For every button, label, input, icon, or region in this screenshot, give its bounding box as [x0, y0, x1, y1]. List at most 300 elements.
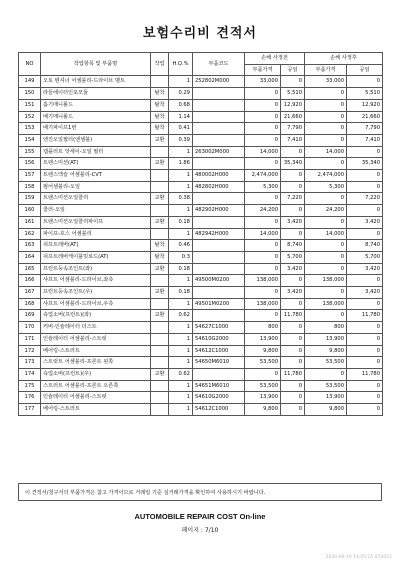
- row-no: 166: [19, 275, 41, 287]
- row-item: 스트럿트 어셈블리-프론트 왼쪽: [41, 357, 151, 369]
- row-before-part-price: 0: [245, 158, 281, 170]
- row-after-labor: 5,700: [347, 251, 383, 263]
- row-after-labor: 0: [347, 228, 383, 240]
- row-hq: 1: [169, 404, 193, 416]
- row-code: [193, 123, 245, 135]
- row-code: [193, 216, 245, 228]
- row-after-part-price: 0: [305, 310, 347, 322]
- row-item: 캡플러트 앗세이-오일 필터: [41, 146, 151, 158]
- footer-brand: AUTOMOBILE REPAIR COST On-line: [134, 512, 266, 521]
- row-no: 175: [19, 380, 41, 392]
- row-work: [151, 345, 169, 357]
- row-no: 150: [19, 88, 41, 100]
- row-after-part-price: 0: [305, 251, 347, 263]
- row-item: 흡기매니폴드: [41, 99, 151, 111]
- row-after-part-price: 0: [305, 99, 347, 111]
- row-after-labor: 7,220: [347, 193, 383, 205]
- row-no: 155: [19, 146, 41, 158]
- row-work: [151, 404, 169, 416]
- table-row: [19, 193, 383, 205]
- row-after-part-price: 13,900: [305, 392, 347, 404]
- row-no: 164: [19, 251, 41, 263]
- row-item: 오토 텐셔너 어셈블리-드라이브 벨트: [41, 76, 151, 88]
- row-no: 154: [19, 134, 41, 146]
- row-no: 176: [19, 392, 41, 404]
- row-after-part-price: 0: [305, 263, 347, 275]
- row-work: 교환: [151, 134, 169, 146]
- header-before-labor: 공임: [281, 64, 305, 76]
- row-code: 49500M0200: [193, 275, 245, 287]
- row-before-labor: 0: [281, 298, 305, 310]
- row-before-labor: 11,780: [281, 310, 305, 322]
- row-after-part-price: 0: [305, 111, 347, 123]
- row-work: 탈착: [151, 123, 169, 135]
- row-after-part-price: 13,900: [305, 333, 347, 345]
- row-code: [193, 287, 245, 299]
- row-before-labor: 0: [281, 333, 305, 345]
- table-row: [19, 181, 383, 193]
- table-row: [19, 99, 383, 111]
- row-before-labor: 0: [281, 205, 305, 217]
- row-after-part-price: 0: [305, 216, 347, 228]
- row-before-labor: 0: [281, 345, 305, 357]
- header-before: 손해 사정전: [245, 53, 305, 65]
- row-no: 168: [19, 298, 41, 310]
- row-code: 252802M000: [193, 76, 245, 88]
- row-after-labor: 0: [347, 181, 383, 193]
- row-before-labor: 0: [281, 322, 305, 334]
- row-no: 171: [19, 333, 41, 345]
- row-item: 인슐레이터 어셈블리-스트럿: [41, 392, 151, 404]
- row-code: 54612C1000: [193, 404, 245, 416]
- row-before-part-price: 0: [245, 263, 281, 275]
- row-after-labor: 0: [347, 333, 383, 345]
- row-after-part-price: 14,000: [305, 228, 347, 240]
- row-before-part-price: 0: [245, 240, 281, 252]
- table-row: [19, 392, 383, 404]
- row-after-labor: 0: [347, 146, 383, 158]
- row-work: [151, 322, 169, 334]
- row-after-labor: 0: [347, 322, 383, 334]
- row-hq: 1: [169, 76, 193, 88]
- row-hq: 0.29: [169, 88, 193, 100]
- row-no: 149: [19, 76, 41, 88]
- row-after-labor: 0: [347, 205, 383, 217]
- table-row: [19, 333, 383, 345]
- row-work: 교환: [151, 158, 169, 170]
- row-before-labor: 3,420: [281, 263, 305, 275]
- row-code: [193, 193, 245, 205]
- row-hq: 1: [169, 392, 193, 404]
- row-no: 163: [19, 240, 41, 252]
- row-before-labor: 0: [281, 76, 305, 88]
- row-no: 156: [19, 158, 41, 170]
- row-code: [193, 240, 245, 252]
- row-after-part-price: 0: [305, 134, 347, 146]
- print-timestamp: 2020-06-19 14:05:25 870021: [325, 555, 392, 560]
- row-code: [193, 158, 245, 170]
- row-hq: 0.41: [169, 123, 193, 135]
- row-item: 펌어셈블리-오일: [41, 181, 151, 193]
- row-before-part-price: 0: [245, 310, 281, 322]
- row-after-labor: 8,740: [347, 240, 383, 252]
- row-before-labor: 0: [281, 380, 305, 392]
- row-code: [193, 134, 245, 146]
- row-after-part-price: 14,000: [305, 146, 347, 158]
- row-before-part-price: 0: [245, 99, 281, 111]
- row-hq: 1: [169, 380, 193, 392]
- row-work: [151, 228, 169, 240]
- row-after-labor: 0: [347, 357, 383, 369]
- row-after-labor: 0: [347, 76, 383, 88]
- table-row: [19, 134, 383, 146]
- table-row: [19, 158, 383, 170]
- row-item: 커버-인슐레이터 더스트: [41, 322, 151, 334]
- row-hq: 0.18: [169, 216, 193, 228]
- row-before-part-price: 14,000: [245, 146, 281, 158]
- row-no: 158: [19, 181, 41, 193]
- price-notice: 이 견적서/청구서의 부품가격은 참고 가격이므로 거래일 기준 실거래가격을 확인하여 사용하시기 바랍니다.: [18, 483, 382, 501]
- row-after-labor: 0: [347, 392, 383, 404]
- header-after: 손해 사정후: [305, 53, 383, 65]
- row-before-labor: 11,780: [281, 368, 305, 380]
- row-hq: 0.68: [169, 99, 193, 111]
- row-hq: 1.86: [169, 158, 193, 170]
- table-row: [19, 263, 383, 275]
- row-work: [151, 380, 169, 392]
- row-item: 쉬프트레버케이블밋로드(AT): [41, 251, 151, 263]
- row-hq: 1: [169, 345, 193, 357]
- row-work: [151, 181, 169, 193]
- row-item: 트랜스미션오일쿨러파이프: [41, 216, 151, 228]
- row-work: 탈착: [151, 240, 169, 252]
- row-hq: 1: [169, 205, 193, 217]
- row-before-labor: 8,740: [281, 240, 305, 252]
- row-before-labor: 3,420: [281, 287, 305, 299]
- table-row: [19, 216, 383, 228]
- row-after-labor: 3,420: [347, 263, 383, 275]
- row-item: 트랜스미션오일쿨러: [41, 193, 151, 205]
- row-before-part-price: 5,300: [245, 181, 281, 193]
- row-code: [193, 310, 245, 322]
- row-after-part-price: 0: [305, 240, 347, 252]
- row-item: 엔진오일필터(엔셈블): [41, 134, 151, 146]
- row-after-part-price: 53,500: [305, 380, 347, 392]
- table-row: [19, 287, 383, 299]
- row-no: 162: [19, 228, 41, 240]
- table-row: [19, 275, 383, 287]
- row-before-part-price: 0: [245, 193, 281, 205]
- row-before-part-price: 0: [245, 134, 281, 146]
- row-item: 쇽업소버(프런트)(우): [41, 368, 151, 380]
- row-after-part-price: 53,500: [305, 357, 347, 369]
- row-before-part-price: 53,500: [245, 357, 281, 369]
- row-after-part-price: 138,000: [305, 298, 347, 310]
- header-no: NO: [19, 53, 41, 76]
- row-hq: 0.18: [169, 287, 193, 299]
- row-item: 배기파이프1번: [41, 123, 151, 135]
- row-hq: 0.46: [169, 240, 193, 252]
- row-hq: 1: [169, 333, 193, 345]
- table-row: [19, 76, 383, 88]
- row-before-labor: 0: [281, 170, 305, 182]
- row-after-labor: 12,920: [347, 99, 383, 111]
- row-after-part-price: 9,800: [305, 404, 347, 416]
- row-hq: 0.62: [169, 368, 193, 380]
- row-after-part-price: 24,200: [305, 205, 347, 217]
- row-hq: 1: [169, 146, 193, 158]
- row-item: 쇽업소버(프런트)(좌): [41, 310, 151, 322]
- row-code: 482942H000: [193, 228, 245, 240]
- row-code: 54612C1000: [193, 345, 245, 357]
- table-row: [19, 380, 383, 392]
- row-work: 교환: [151, 368, 169, 380]
- row-hq: 0.39: [169, 134, 193, 146]
- row-after-part-price: 800: [305, 322, 347, 334]
- row-no: 157: [19, 170, 41, 182]
- row-work: [151, 392, 169, 404]
- header-before-part-price: 부품가격: [245, 64, 281, 76]
- row-no: 165: [19, 263, 41, 275]
- row-after-labor: 35,340: [347, 158, 383, 170]
- row-item: 샤프트 어셈블리-드라이브,좌측: [41, 275, 151, 287]
- row-code: 54650M6010: [193, 357, 245, 369]
- row-after-labor: 11,780: [347, 310, 383, 322]
- row-no: 169: [19, 310, 41, 322]
- row-before-part-price: 24,200: [245, 205, 281, 217]
- row-work: 교환: [151, 287, 169, 299]
- row-no: 159: [19, 193, 41, 205]
- row-after-part-price: 0: [305, 88, 347, 100]
- row-no: 153: [19, 123, 41, 135]
- row-before-labor: 0: [281, 275, 305, 287]
- row-before-part-price: 138,000: [245, 275, 281, 287]
- row-before-part-price: 0: [245, 88, 281, 100]
- table-row: [19, 322, 383, 334]
- row-before-part-price: 53,500: [245, 380, 281, 392]
- table-row: [19, 146, 383, 158]
- row-after-labor: 5,510: [347, 88, 383, 100]
- row-item: 라들에이터인포모듈: [41, 88, 151, 100]
- row-before-part-price: 13,900: [245, 333, 281, 345]
- row-work: [151, 76, 169, 88]
- row-after-part-price: 0: [305, 368, 347, 380]
- row-item: 프런트등속조인트(좌): [41, 263, 151, 275]
- row-no: 152: [19, 111, 41, 123]
- row-code: 480002H000: [193, 170, 245, 182]
- row-no: 173: [19, 357, 41, 369]
- row-before-labor: 0: [281, 357, 305, 369]
- row-before-part-price: 800: [245, 322, 281, 334]
- table-row: [19, 123, 383, 135]
- row-after-labor: 7,410: [347, 134, 383, 146]
- table-row: [19, 404, 383, 416]
- row-code: [193, 368, 245, 380]
- row-after-part-price: 5,300: [305, 181, 347, 193]
- row-before-part-price: 0: [245, 251, 281, 263]
- row-code: 54651M6010: [193, 380, 245, 392]
- row-before-labor: 7,410: [281, 134, 305, 146]
- row-before-part-price: 138,000: [245, 298, 281, 310]
- row-no: 161: [19, 216, 41, 228]
- row-item: 인슐레이터 어셈블리-스트럿: [41, 333, 151, 345]
- header-hq: H.Q.%: [169, 53, 193, 76]
- row-work: 교환: [151, 263, 169, 275]
- row-item: 베어링-스트러트: [41, 404, 151, 416]
- row-before-part-price: 13,900: [245, 392, 281, 404]
- row-after-labor: 0: [347, 380, 383, 392]
- row-after-labor: 0: [347, 298, 383, 310]
- row-item: 쿨러-오일: [41, 205, 151, 217]
- row-work: [151, 170, 169, 182]
- row-before-labor: 5,700: [281, 251, 305, 263]
- row-before-part-price: 0: [245, 368, 281, 380]
- row-before-part-price: 33,000: [245, 76, 281, 88]
- row-code: 49501M0200: [193, 298, 245, 310]
- table-row: [19, 88, 383, 100]
- row-code: 482902H000: [193, 205, 245, 217]
- row-before-labor: 7,790: [281, 123, 305, 135]
- row-code: [193, 88, 245, 100]
- page-number: 페이지 : 7/10: [181, 527, 219, 534]
- table-row: [19, 357, 383, 369]
- row-after-part-price: 138,000: [305, 275, 347, 287]
- row-code: 54610G2000: [193, 392, 245, 404]
- table-row: [19, 298, 383, 310]
- row-before-part-price: 9,800: [245, 345, 281, 357]
- row-before-labor: 3,420: [281, 216, 305, 228]
- row-work: [151, 333, 169, 345]
- row-code: 54610G2000: [193, 333, 245, 345]
- table-row: [19, 205, 383, 217]
- estimate-rows: [19, 76, 383, 415]
- row-work: [151, 205, 169, 217]
- row-before-labor: 35,340: [281, 158, 305, 170]
- row-after-part-price: 0: [305, 287, 347, 299]
- row-hq: 0.18: [169, 263, 193, 275]
- row-code: 54627C1000: [193, 322, 245, 334]
- row-before-labor: 0: [281, 181, 305, 193]
- row-item: 트랜스액슬 어셈블리-CVT: [41, 170, 151, 182]
- row-hq: 1: [169, 275, 193, 287]
- row-no: 177: [19, 404, 41, 416]
- row-before-part-price: 9,800: [245, 404, 281, 416]
- row-item: 샤프트 어셈블리-드라이브,우측: [41, 298, 151, 310]
- row-before-part-price: 0: [245, 216, 281, 228]
- row-before-labor: 0: [281, 146, 305, 158]
- row-before-labor: 0: [281, 228, 305, 240]
- row-before-labor: 7,220: [281, 193, 305, 205]
- row-item: 프런트등속조인트(우): [41, 287, 151, 299]
- row-after-labor: 3,420: [347, 287, 383, 299]
- table-row: [19, 240, 383, 252]
- row-code: [193, 99, 245, 111]
- row-hq: 1: [169, 228, 193, 240]
- row-work: 탈착: [151, 88, 169, 100]
- header-after-part-price: 부품가격: [305, 64, 347, 76]
- row-work: 탈착: [151, 111, 169, 123]
- table-row: [19, 310, 383, 322]
- row-work: 탈착: [151, 99, 169, 111]
- row-before-part-price: 14,000: [245, 228, 281, 240]
- row-after-part-price: 0: [305, 158, 347, 170]
- row-code: [193, 251, 245, 263]
- header-code: 부품코드: [193, 53, 245, 76]
- row-item: 파이프-호스 어셈블리: [41, 228, 151, 240]
- table-row: [19, 368, 383, 380]
- row-code: 263002M000: [193, 146, 245, 158]
- row-after-part-price: 33,000: [305, 76, 347, 88]
- table-row: [19, 251, 383, 263]
- row-before-part-price: 0: [245, 111, 281, 123]
- row-no: 160: [19, 205, 41, 217]
- header-after-labor: 공임: [347, 64, 383, 76]
- row-before-part-price: 2,474,000: [245, 170, 281, 182]
- row-before-labor: 0: [281, 404, 305, 416]
- row-work: 탈착: [151, 251, 169, 263]
- table-row: [19, 111, 383, 123]
- row-no: 172: [19, 345, 41, 357]
- row-work: 교환: [151, 193, 169, 205]
- row-after-labor: 0: [347, 275, 383, 287]
- row-no: 167: [19, 287, 41, 299]
- row-no: 174: [19, 368, 41, 380]
- header-work: 작업: [151, 53, 169, 76]
- row-work: 교환: [151, 310, 169, 322]
- row-no: 151: [19, 99, 41, 111]
- row-hq: 1: [169, 298, 193, 310]
- row-item: 트랜스미션(AT): [41, 158, 151, 170]
- row-before-labor: 12,920: [281, 99, 305, 111]
- row-work: [151, 275, 169, 287]
- row-before-labor: 5,510: [281, 88, 305, 100]
- row-item: 스트러트 어셈블리-프론트 오른쪽: [41, 380, 151, 392]
- row-code: [193, 263, 245, 275]
- row-after-labor: 11,780: [347, 368, 383, 380]
- row-hq: 1: [169, 170, 193, 182]
- row-code: [193, 111, 245, 123]
- row-after-part-price: 0: [305, 193, 347, 205]
- row-hq: 1: [169, 322, 193, 334]
- row-no: 170: [19, 322, 41, 334]
- row-item: 배기매니폴드: [41, 111, 151, 123]
- row-after-labor: 0: [347, 404, 383, 416]
- row-item: 베어링-스트러트: [41, 345, 151, 357]
- row-after-labor: 7,790: [347, 123, 383, 135]
- row-hq: 1.14: [169, 111, 193, 123]
- row-after-part-price: 0: [305, 123, 347, 135]
- row-code: 482802H000: [193, 181, 245, 193]
- row-hq: 0.62: [169, 310, 193, 322]
- table-row: [19, 345, 383, 357]
- row-item: 쉬프트레버(AT): [41, 240, 151, 252]
- document-title: 보험수리비 견적서: [143, 26, 257, 41]
- row-before-labor: 21,660: [281, 111, 305, 123]
- row-hq: 0.3: [169, 251, 193, 263]
- estimate-table: [18, 52, 383, 416]
- row-work: [151, 298, 169, 310]
- row-after-labor: 21,660: [347, 111, 383, 123]
- row-after-part-price: 9,800: [305, 345, 347, 357]
- header-item: 작업항목 및 부품명: [41, 53, 151, 76]
- row-after-labor: 0: [347, 345, 383, 357]
- row-before-part-price: 0: [245, 123, 281, 135]
- row-after-part-price: 2,474,000: [305, 170, 347, 182]
- row-before-part-price: 0: [245, 287, 281, 299]
- row-hq: 1: [169, 181, 193, 193]
- row-hq: 0.38: [169, 193, 193, 205]
- row-after-labor: 0: [347, 170, 383, 182]
